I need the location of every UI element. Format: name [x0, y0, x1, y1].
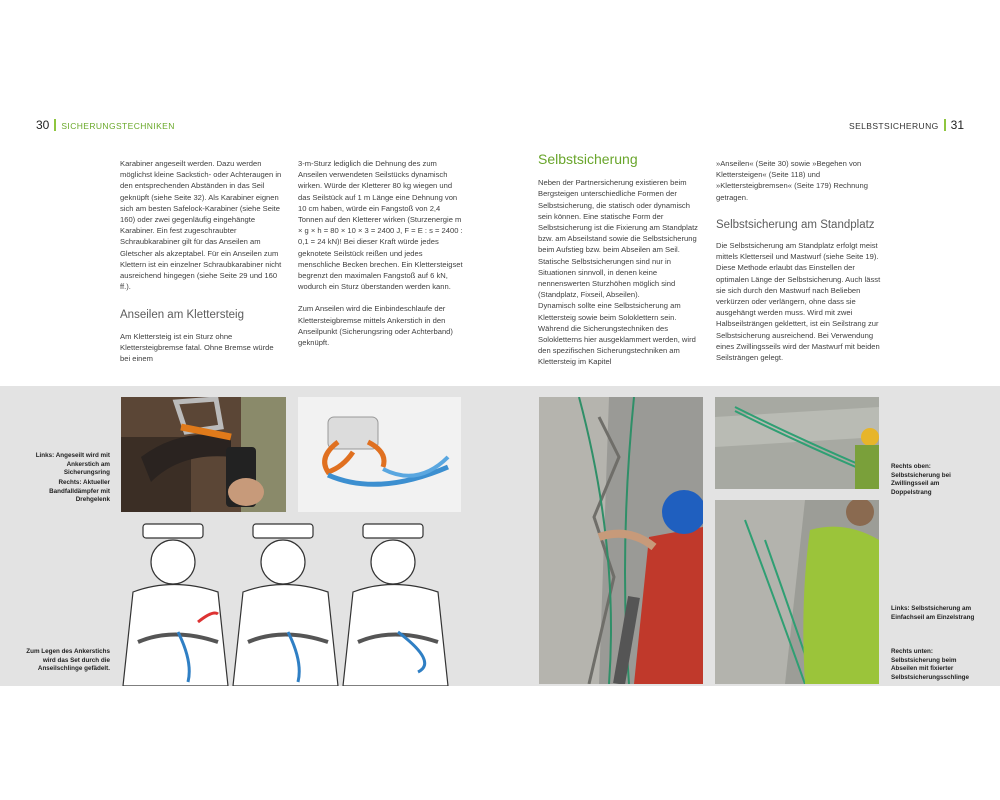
paragraph: Am Klettersteig ist ein Sturz ohne Klettersteigbremse fatal. Ohne Bremse würde bei einem [120, 331, 274, 364]
caption-ankerstich: Zum Legen des Ankerstichs wird das Set durch die Anseilschlinge gefädelt. [26, 648, 110, 673]
illustration-ankerstich [118, 522, 468, 686]
caption-rechts-bandfalldaempfer: Rechts: Aktueller Bandfalldämpfer mit Drehgelenk [49, 479, 110, 504]
left-column-1 [120, 158, 285, 364]
paragraph: »Anseilen« (Seite 30) sowie »Begehen von Klettersteigen« (Seite 118) und »Klettersteigbremsen« (Seite 179) Rechnung getragen. [716, 159, 868, 202]
left-page-number: 30 [36, 118, 50, 132]
heading-selbstsicherung-standplatz: Selbstsicherung am Standplatz [716, 218, 875, 231]
left-column-2 [298, 158, 463, 348]
heading-anseilen-klettersteig: Anseilen am Klettersteig [120, 309, 245, 322]
paragraph: Dynamisch sollte eine Selbstsicherung am Klettersteig sowie beim Soloklettern sein. Während die Sicherungstechniken des Solokletterns hier ausgeklammert werden, wird den spezifischen Sicherungstechniken am Klettersteig im Kapitel [538, 301, 696, 367]
right-page-number: 31 [950, 118, 964, 132]
caption-links: Links: Selbstsicherung am Einfachseil am Einzelstrang [891, 605, 975, 621]
right-page-header [849, 118, 964, 132]
right-column-2 [716, 158, 881, 363]
photo-kletterer-fels [539, 397, 703, 684]
caption-rechts-unten: Rechts unten: Selbstsicherung beim Abseilen mit fixierter Selbstsicherungsschlinge [891, 648, 970, 681]
caption-links-angeseilt: Links: Angeseilt wird mit Ankerstich am Sicherungsring [35, 452, 110, 477]
caption-rechts-oben: Rechts oben: Selbstsicherung bei Zwillingsseil am Doppelstrang [891, 463, 951, 496]
photo-abseilen-selbstsicherung [715, 500, 879, 684]
photo-harness-carabiner [121, 397, 286, 512]
paragraph: Die Selbstsicherung am Standplatz erfolgt meist mittels Kletterseil und Mastwurf (siehe Seite 19). Diese Methode erlaubt das Einstellen der optimalen Länge der Selbstsicherung. Auch lässt sie sich durch den Mastwurf nach Belieben verkürzen oder verlängern, ohne dass sie ausgehängt werden muss. Wird mit zwei Halbseilsträngen geklettert, ist ein Seilstrang zur Selbstsicherung ausreichend. Bei Verwendung eines Zwillingsseils wird der Mastwurf mit beiden Seilsträngen gelegt. [716, 241, 881, 363]
photo-standplatz-zwillingsseil [715, 397, 879, 489]
heading-selbstsicherung: Selbstsicherung [538, 151, 638, 167]
paragraph: Karabiner angeseilt werden. Dazu werden möglichst kleine Sackstich- oder Achteraugen in den entsprechenden Abständen in das Seil geknüpft (siehe Seite 32). Als Karabiner eignen sich am besten Safelock-Karabiner (siehe Seite 160) oder zwei gegenläufig eingehängte Karabiner. Ein fest zugeschraubter Schraubkarabiner gilt für das Anseilen am Gletscher als akzeptabel. Für ein Anseilen zum Klettern ist ein einzelner Schraubkarabiner nicht ausreichend hingegen (siehe Seite 29 und 160 ff.). [120, 159, 282, 292]
photo-klettersteigset [298, 397, 461, 512]
paragraph: 3-m-Sturz lediglich die Dehnung des zum Anseilen verwendeten Seilstücks dynamisch wirken. Würde der Kletterer 80 kg wiegen und das Seilstück auf 1 m Länge eine Dehnung von 10 cm haben, würde ein Fangstoß von 2,4 Tonnen auf den Kletterer wirken (Sturzenergie m × g × h = 80 × 10 × 3 = 2400 J, F = E : s = 2400 : 0,1 = 24 kN)! Bei dieser Kraft würde jedes geknotete Seilstück reißen und jedes menschliche Becken brechen. Ein Klettersteigset begrenzt den maximalen Fangstoß auf 6 kN, wodurch ein Sturz überstanden werden kann. [298, 159, 463, 292]
paragraph: Zum Anseilen wird die Einbindeschlaufe der Klettersteigbremse mittels Ankerstich in den Anseilpunkt (Sicherungsring oder Achterband) geknüpft. [298, 304, 453, 348]
right-section-title: SELBSTSICHERUNG [849, 121, 939, 131]
right-column-1 [538, 151, 703, 368]
paragraph: Neben der Partnersicherung existieren beim Bergsteigen unterschiedliche Formen der Selbstsicherung, die statisch oder dynamisch sein können. Eine statische Form der Selbstsicherung ist die Fixierung am Standplatz bzw. am Abseilstand sowie die Selbstsicherung beim Aufstieg bzw. beim Abseilen am Seil. Statische Selbstsicherungen sind nur in Situationen sinnvoll, in denen keine nennenswerten Sturzhöhen möglich sind (Standplatz, Fixseil, Abseilen). [538, 178, 698, 300]
left-section-title: SICHERUNGSTECHNIKEN [61, 121, 175, 131]
left-page-header [36, 118, 175, 132]
